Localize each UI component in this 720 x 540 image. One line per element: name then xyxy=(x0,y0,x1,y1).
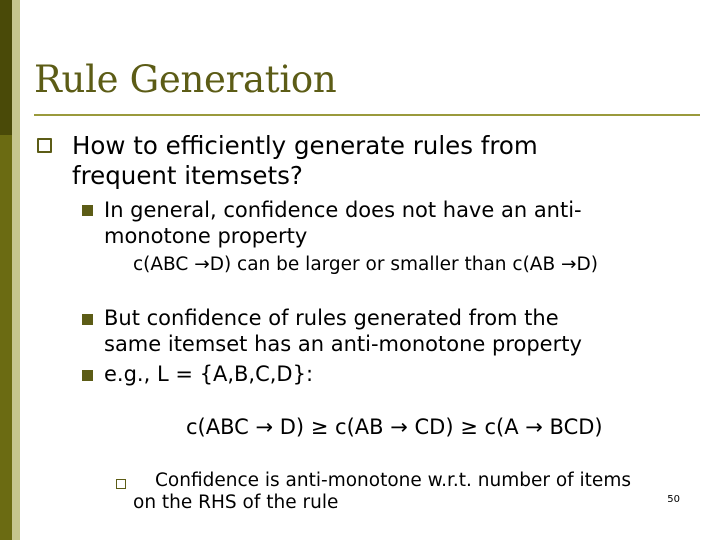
bullet-1-line-1: How to efficiently generate rules from xyxy=(72,131,538,160)
left-accent-bar-top xyxy=(0,0,12,135)
left-accent-bar-light xyxy=(12,0,20,540)
sub-bullet-1-line-2: monotone property xyxy=(104,224,308,248)
bullet-1-line-2: frequent itemsets? xyxy=(72,161,303,190)
sub-bullet-2-line-1: But confidence of rules generated from the xyxy=(104,306,559,330)
hollow-square-bullet-icon xyxy=(36,137,54,155)
sub-bullet-2-line-2: same itemset has an anti-monotone property xyxy=(104,332,582,356)
title-underline xyxy=(34,114,700,116)
sub-bullet-3: e.g., L = {A,B,C,D}: xyxy=(104,362,314,386)
filled-square-bullet-icon xyxy=(82,205,93,216)
filled-square-bullet-icon xyxy=(82,370,93,381)
page-number: 50 xyxy=(667,494,680,505)
filled-square-bullet-icon xyxy=(82,314,93,325)
slide-title: Rule Generation xyxy=(34,58,337,101)
sub-bullet-1-line-1: In general, confidence does not have an anti- xyxy=(104,198,582,222)
example-text: c(ABC →D) can be larger or smaller than c(AB →D) xyxy=(133,254,598,275)
hollow-square-bullet-icon xyxy=(116,479,128,491)
formula: c(ABC → D) ≥ c(AB → CD) ≥ c(A → BCD) xyxy=(186,415,603,439)
sub-bullet-4-line-1: Confidence is anti-monotone w.r.t. number of items xyxy=(155,470,631,491)
sub-bullet-4-line-2: on the RHS of the rule xyxy=(133,492,339,513)
